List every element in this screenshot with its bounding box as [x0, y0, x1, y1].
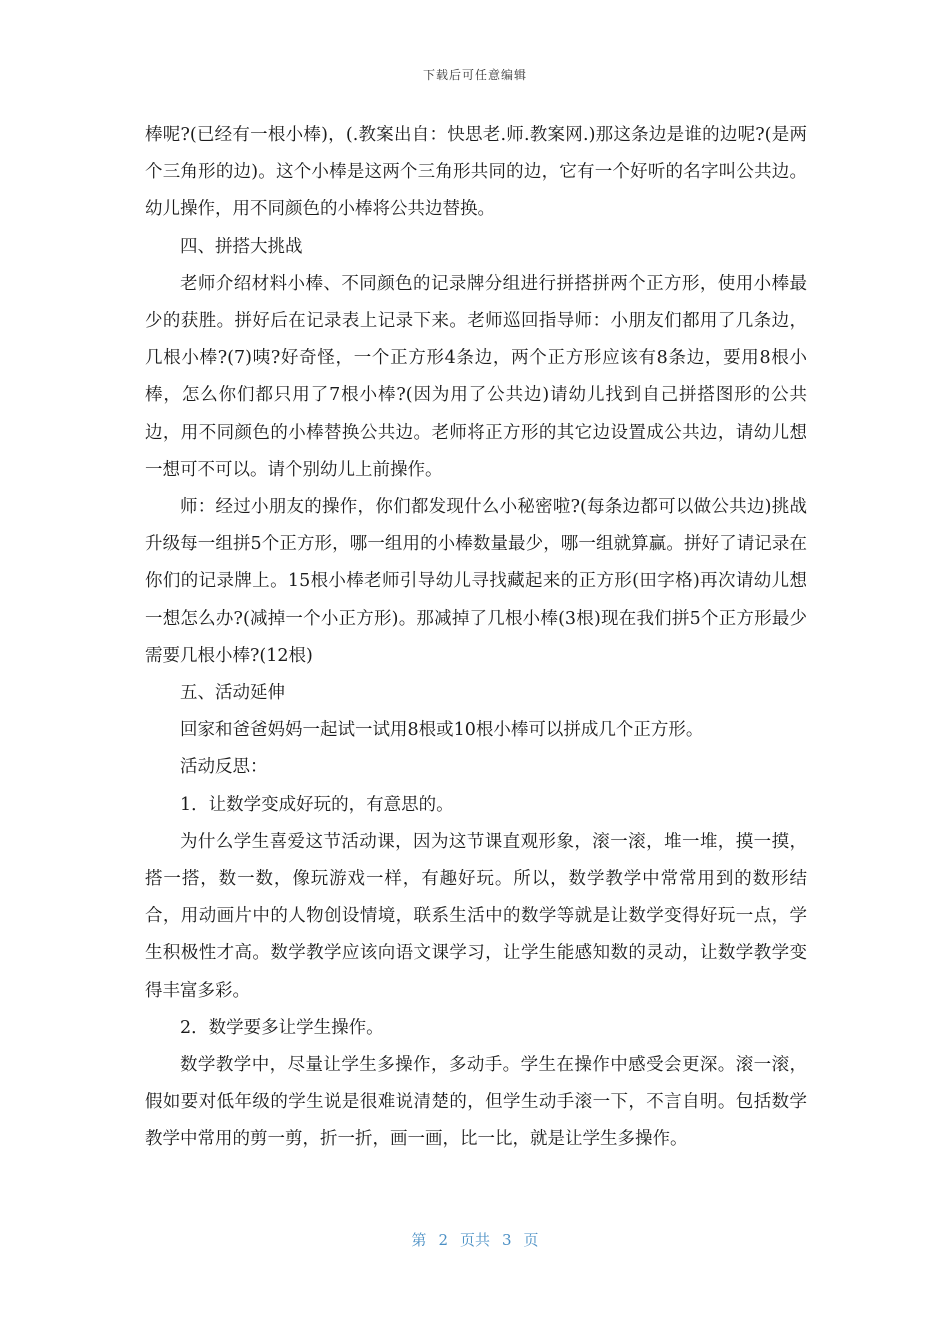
footer-current-page: 2 — [438, 1231, 448, 1249]
list-item-heading: 2．数学要多让学生操作。 — [180, 1017, 384, 1038]
paragraph: 老师介绍材料小棒、不同颜色的记录牌分组进行拼搭拼两个正方形，使用小棒最少的获胜。拼好后在记录表上记录下来。老师巡回指导师：小朋友们都用了几条边，几根小棒?(7)咦?好奇怪，一个正方形4条边，两个正方形应该有8条边，要用8根小棒，怎么你们都只用了7根小棒?(因为用了公共边)请幼儿找到自己拼搭图形的公共边，用不同颜色的小棒替换公共边。老师将正方形的其它边设置成公共边，请幼儿想一想可不可以。请个别幼儿上前操作。 — [145, 273, 807, 480]
paragraph: 师：经过小朋友的操作，你们都发现什么小秘密啦?(每条边都可以做公共边)挑战升级每一组拼5个正方形，哪一组用的小棒数量最少，哪一组就算赢。拼好了请记录在你们的记录牌上。15根小棒老师引导幼儿寻找藏起来的正方形(田字格)再次请幼儿想一想怎么办?(减掉一个小正方形)。那减掉了几根小棒(3根)现在我们拼5个正方形最少需要几根小棒?(12根) — [145, 497, 807, 666]
paragraph: 数学教学中，尽量让学生多操作，多动手。学生在操作中感受会更深。滚一滚，假如要对低年级的学生说是很难说清楚的，但学生动手滚一下，不言自明。包括数学教学中常用的剪一剪，折一折，画一画，比一比，就是让学生多操作。 — [145, 1055, 807, 1150]
section-heading: 四、拼搭大挑战 — [180, 236, 303, 257]
page-footer — [0, 1229, 950, 1250]
footer-label-page: 第 — [411, 1231, 427, 1249]
paragraph: 回家和爸爸妈妈一起试一试用8根或10根小棒可以拼成几个正方形。 — [180, 720, 704, 741]
list-item-heading: 1．让数学变成好玩的，有意思的。 — [180, 794, 454, 815]
footer-label-end: 页 — [523, 1231, 539, 1249]
paragraph: 棒呢?(已经有一根小棒)，(.教案出自：快思老.师.教案网.)那这条边是谁的边呢?(是两个三角形的边)。这个小棒是这两个三角形共同的边，它有一个好听的名字叫公共边。幼儿操作，用不同颜色的小棒将公共边替换。 — [145, 125, 807, 220]
paragraph: 为什么学生喜爱这节活动课，因为这节课直观形象，滚一滚，堆一堆，摸一摸，搭一搭，数一数，像玩游戏一样，有趣好玩。所以，数学教学中常常用到的数形结合，用动画片中的人物创设情境，联系生活中的数学等就是让数学变得好玩一点，学生积极性才高。数学教学应该向语文课学习，让学生能感知数的灵动，让数学教学变得丰富多彩。 — [145, 831, 807, 1001]
page-header: 下载后可任意编辑 — [422, 68, 527, 82]
section-heading: 活动反思： — [180, 757, 268, 778]
footer-label-of: 页共 — [459, 1231, 490, 1249]
document-body — [145, 117, 807, 1159]
footer-total-pages: 3 — [502, 1231, 512, 1249]
section-heading: 五、活动延伸 — [180, 683, 285, 704]
